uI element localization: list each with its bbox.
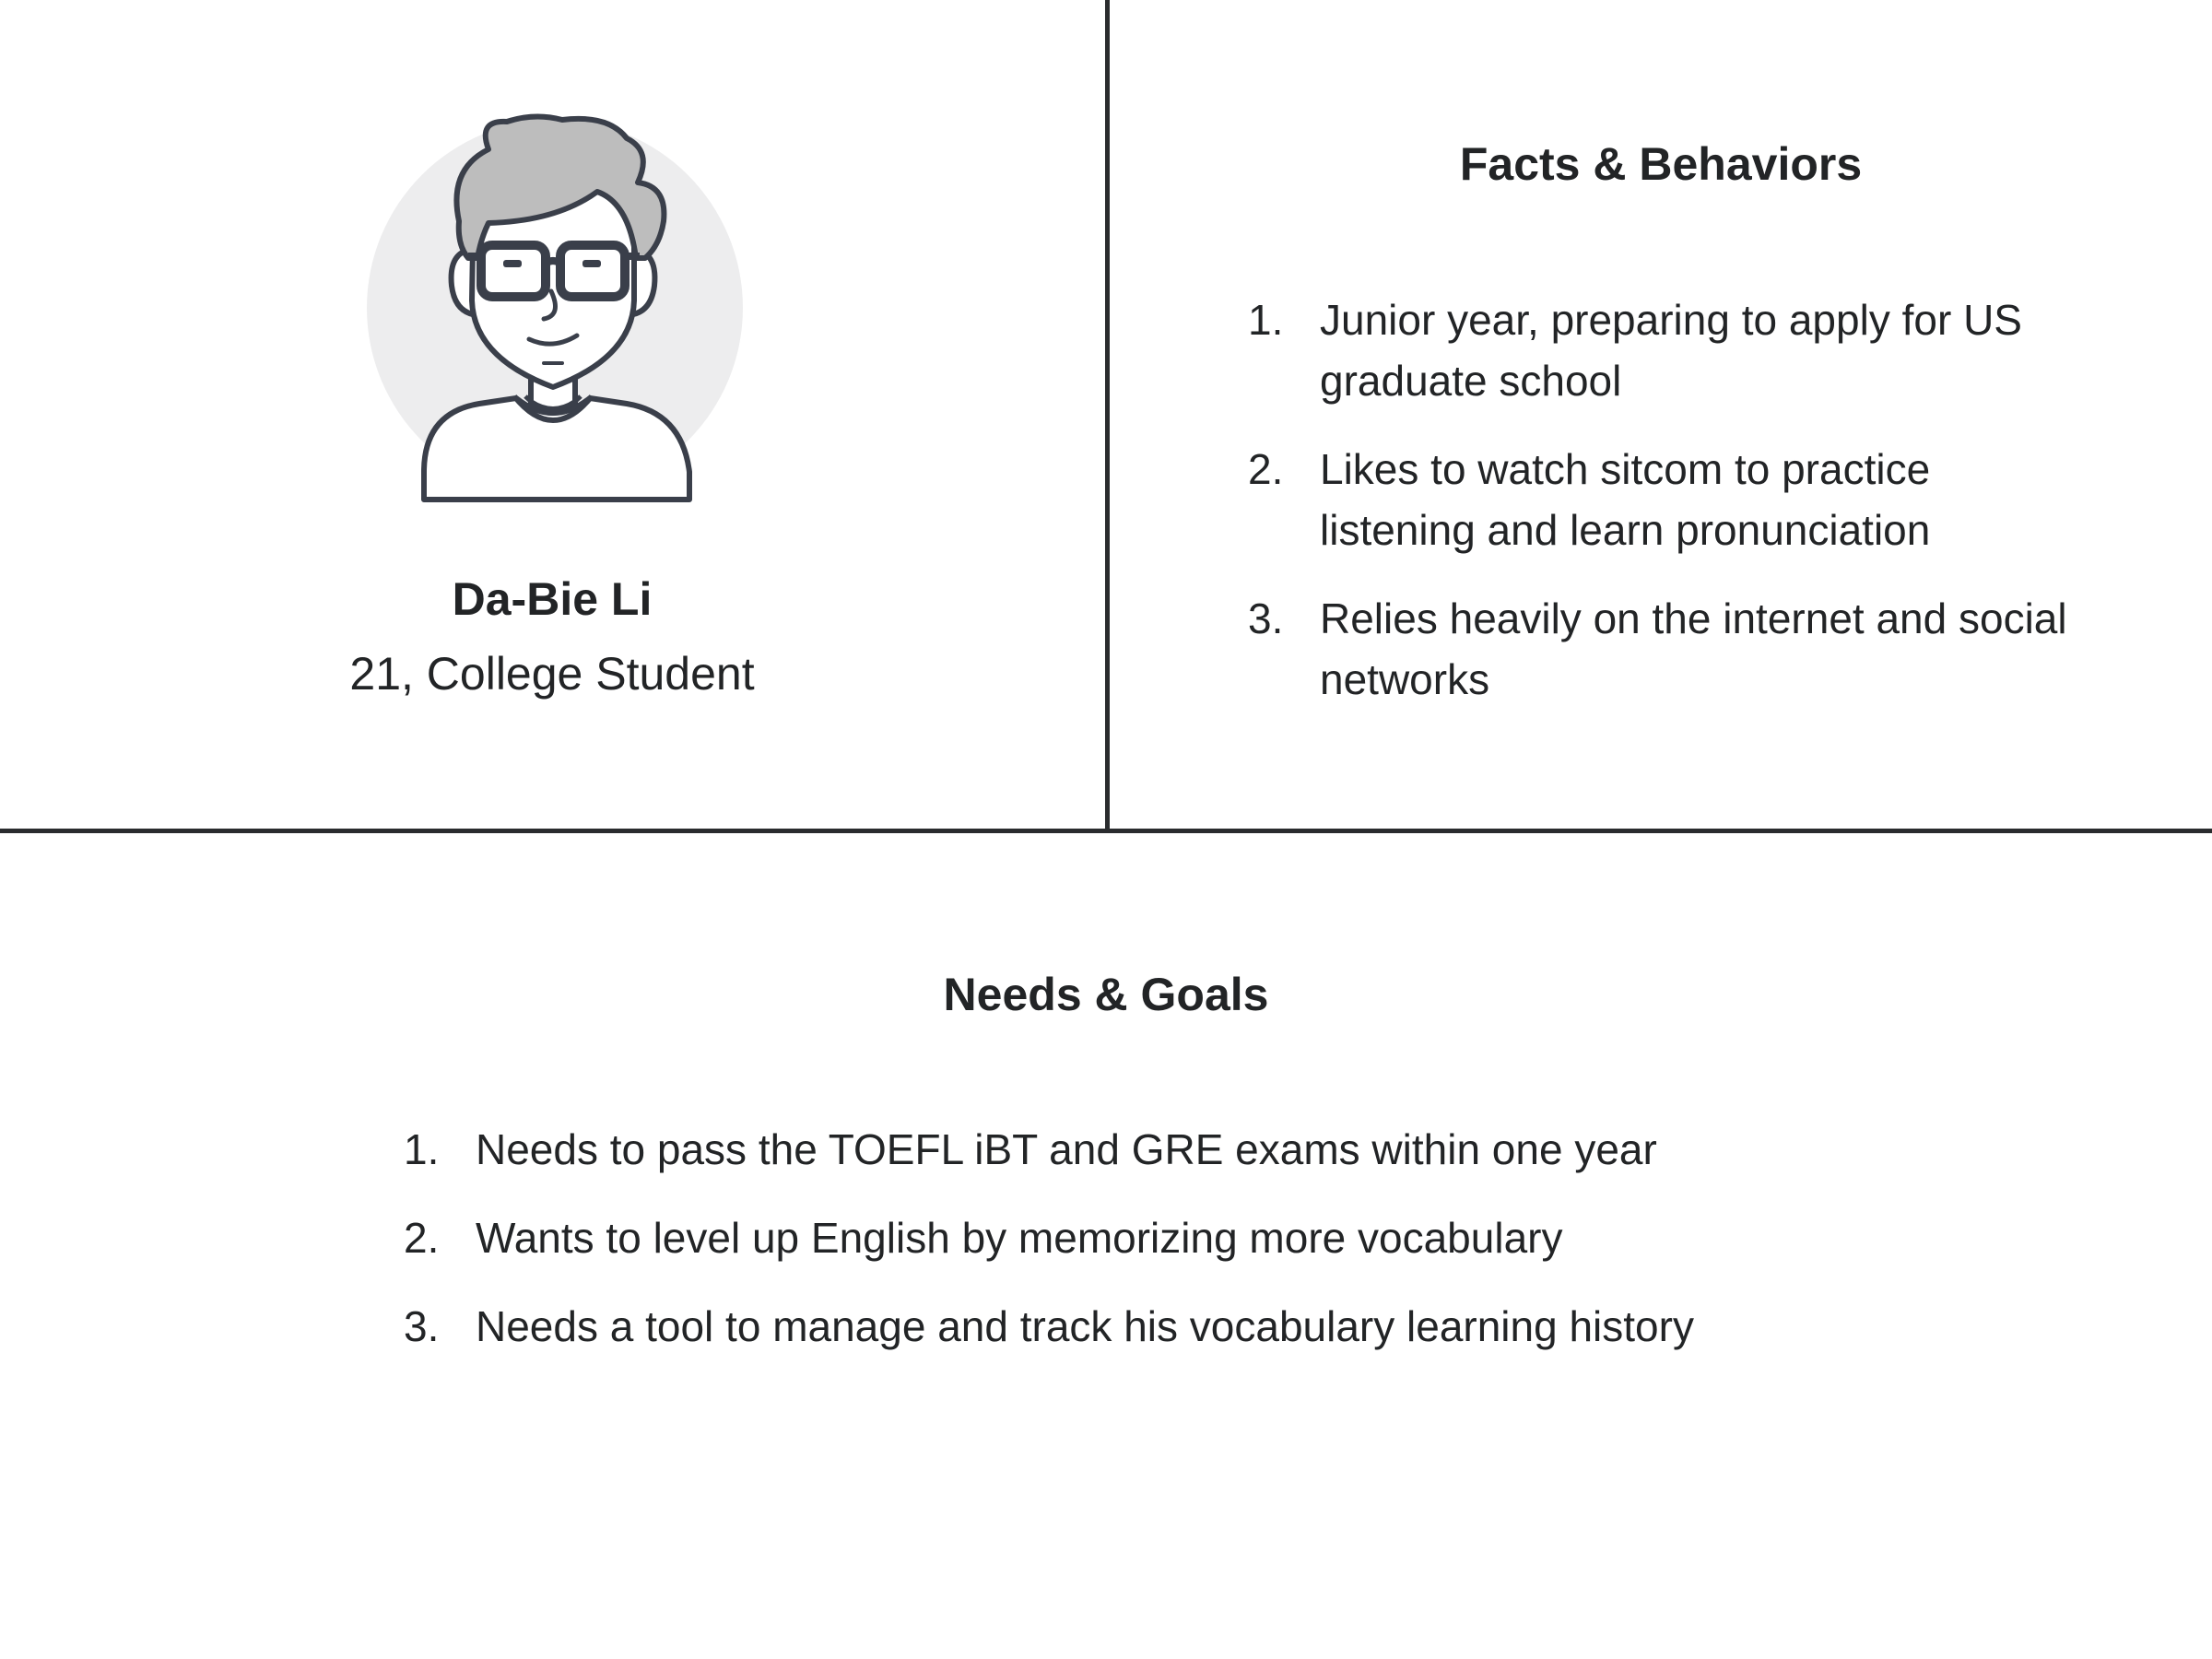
avatar-illustration-icon bbox=[359, 111, 747, 507]
list-item-text: Needs a tool to manage and track his vocabulary learning history bbox=[476, 1302, 1694, 1350]
facts-behaviors-title: Facts & Behaviors bbox=[1459, 138, 1863, 190]
list-number: 3. bbox=[404, 1302, 440, 1350]
list-item-text: Wants to level up English by memorizing more vocabulary bbox=[476, 1214, 1563, 1262]
list-number: 1. bbox=[1248, 296, 1284, 344]
list-item-text: Likes to watch sitcom to practice listening and learn pronunciation bbox=[1320, 445, 1931, 554]
list-item-text: Junior year, preparing to apply for US graduate school bbox=[1320, 296, 2022, 405]
list-number: 2. bbox=[1248, 445, 1284, 493]
persona-name: Da-Bie Li bbox=[452, 573, 653, 625]
list-item-text: Relies heavily on the internet and social networks bbox=[1320, 594, 2067, 703]
list-item bbox=[404, 1207, 1971, 1268]
list-item bbox=[1248, 588, 2077, 710]
needs-goals-title: Needs & Goals bbox=[943, 969, 1269, 1020]
list-item bbox=[404, 1119, 1971, 1180]
list-item bbox=[1248, 439, 2077, 560]
persona-description: 21, College Student bbox=[349, 648, 755, 700]
facts-list bbox=[1248, 289, 2077, 737]
needs-list bbox=[404, 1119, 1971, 1384]
list-number: 2. bbox=[404, 1214, 440, 1262]
vertical-divider bbox=[1105, 0, 1110, 832]
list-number: 1. bbox=[404, 1125, 440, 1173]
list-item-text: Needs to pass the TOEFL iBT and GRE exams within one year bbox=[476, 1125, 1657, 1173]
list-number: 3. bbox=[1248, 594, 1284, 642]
list-item bbox=[1248, 289, 2077, 411]
list-item bbox=[404, 1296, 1971, 1357]
horizontal-divider bbox=[0, 829, 2212, 833]
